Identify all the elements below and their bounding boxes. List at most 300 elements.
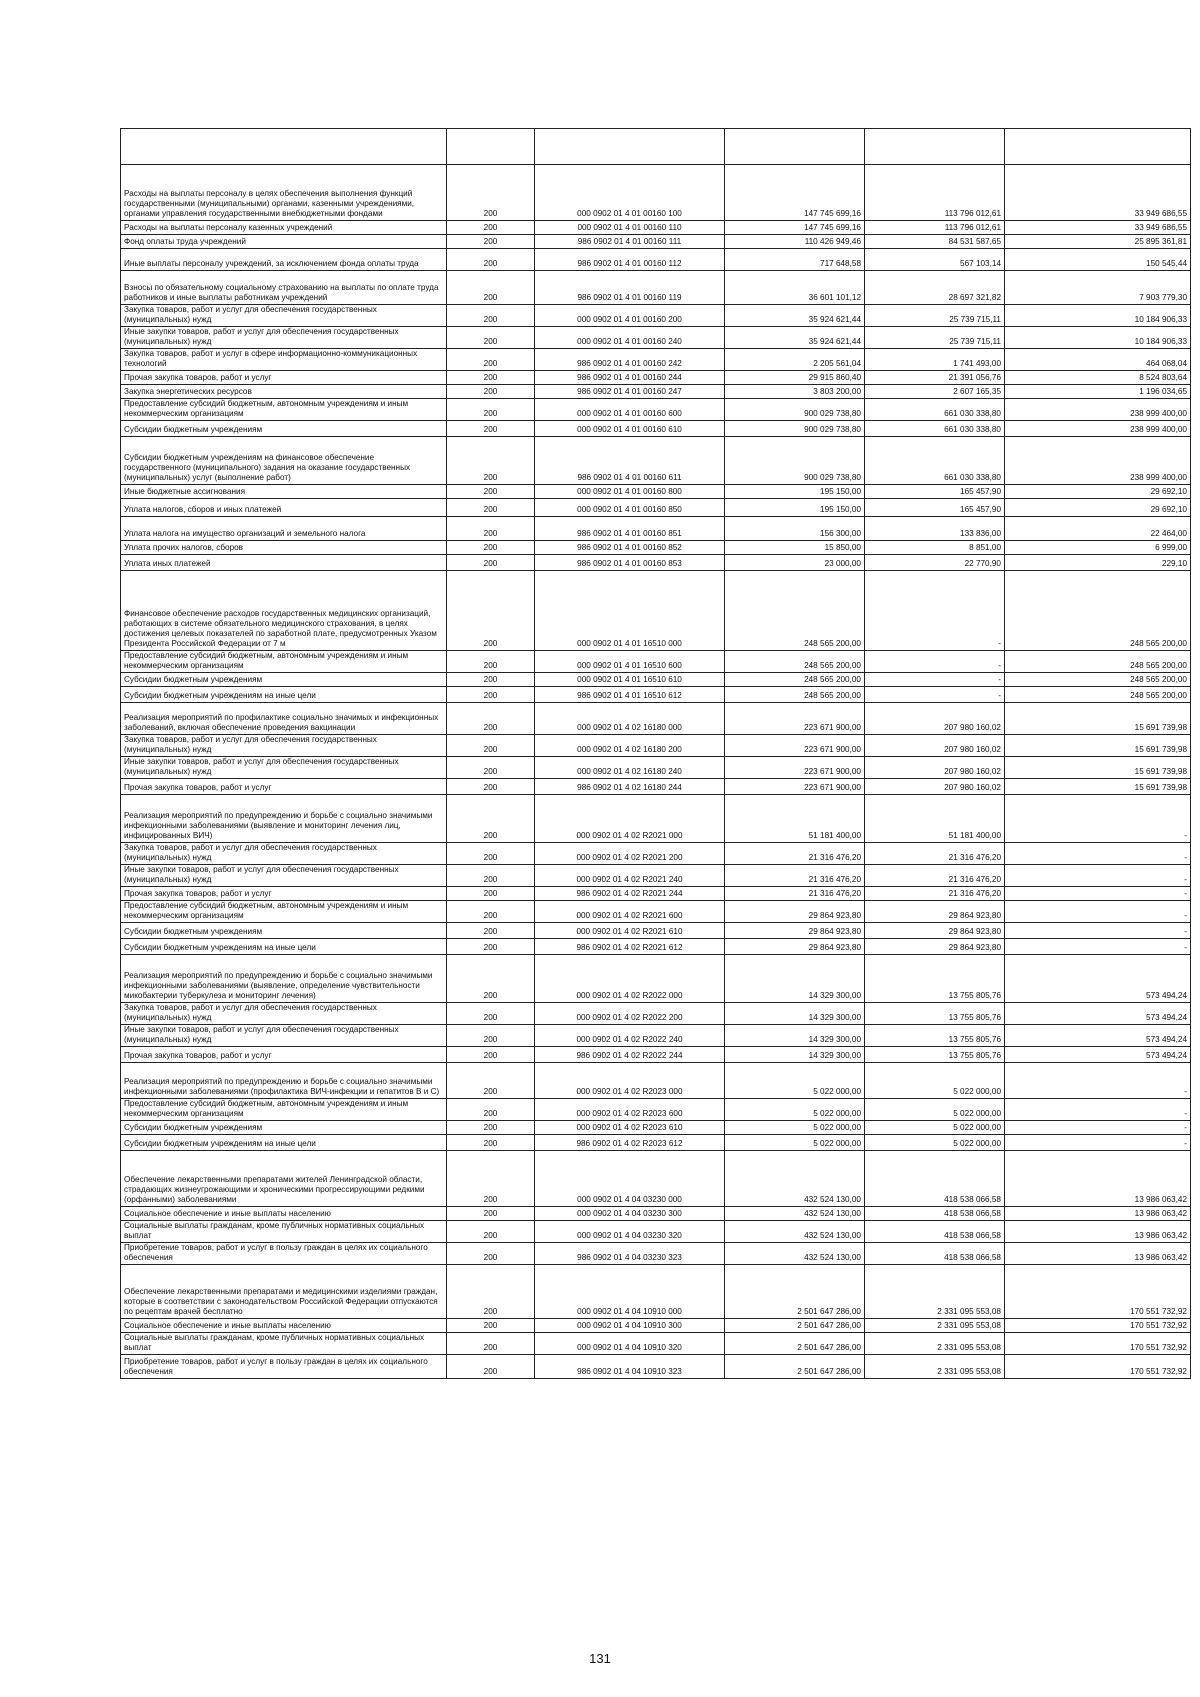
row-kbk: 986 0902 01 4 01 00160 853 — [535, 555, 725, 571]
row-approved: 195 150,00 — [725, 485, 865, 499]
row-executed: 2 331 095 553,08 — [865, 1355, 1005, 1379]
row-executed: 5 022 000,00 — [865, 1063, 1005, 1099]
row-approved: 14 329 300,00 — [725, 1047, 865, 1063]
row-approved: 717 648,58 — [725, 249, 865, 271]
row-approved: 432 524 130,00 — [725, 1151, 865, 1207]
row-approved: 900 029 738,80 — [725, 437, 865, 485]
row-kbk: 986 0902 01 4 02 R2021 612 — [535, 939, 725, 955]
row-unexecuted: 573 494,24 — [1005, 1047, 1191, 1063]
row-approved: 29 864 923,80 — [725, 939, 865, 955]
row-code: 200 — [447, 955, 535, 1003]
row-name: Закупка товаров, работ и услуг для обеспечения государственных (муниципальных) нужд — [121, 305, 447, 327]
row-approved: 36 601 101,12 — [725, 271, 865, 305]
row-unexecuted: - — [1005, 795, 1191, 843]
row-kbk: 986 0902 01 4 04 10910 323 — [535, 1355, 725, 1379]
row-name: Взносы по обязательному социальному страхованию на выплаты по оплате труда работников и иные выплаты работникам учреждений — [121, 271, 447, 305]
row-approved: 223 671 900,00 — [725, 703, 865, 735]
row-name: Предоставление субсидий бюджетным, автономным учреждениям и иным некоммерческим организациям — [121, 651, 447, 673]
row-kbk: 000 0902 01 4 01 00160 200 — [535, 305, 725, 327]
table-row — [121, 1265, 1191, 1319]
row-approved: 223 671 900,00 — [725, 779, 865, 795]
table-row — [121, 757, 1191, 779]
budget-execution-table — [120, 128, 1191, 1379]
row-approved: 35 924 621,44 — [725, 305, 865, 327]
row-executed: 661 030 338,80 — [865, 399, 1005, 421]
row-kbk: 000 0902 01 4 04 10910 320 — [535, 1333, 725, 1355]
row-kbk: 000 0902 01 4 01 00160 600 — [535, 399, 725, 421]
row-unexecuted: 13 986 063,42 — [1005, 1243, 1191, 1265]
row-name: Фонд оплаты труда учреждений — [121, 235, 447, 249]
spacer-cell — [1005, 129, 1191, 165]
row-code: 200 — [447, 249, 535, 271]
row-name: Закупка товаров, работ и услуг для обеспечения государственных (муниципальных) нужд — [121, 1003, 447, 1025]
row-kbk: 000 0902 01 4 02 16180 000 — [535, 703, 725, 735]
table-row — [121, 1151, 1191, 1207]
row-kbk: 986 0902 01 4 04 03230 323 — [535, 1243, 725, 1265]
row-code: 200 — [447, 1265, 535, 1319]
row-unexecuted: - — [1005, 843, 1191, 865]
row-code: 200 — [447, 235, 535, 249]
row-code: 200 — [447, 485, 535, 499]
row-code: 200 — [447, 571, 535, 651]
row-unexecuted: 13 986 063,42 — [1005, 1151, 1191, 1207]
row-name: Финансовое обеспечение расходов государственных медицинских организаций, работающих в системе обязательного медицинского страхования, в целях достижения целевых показателей по заработной плате, предусмотренных Указом Президента Российской Федерации от 7 м — [121, 571, 447, 651]
row-code: 200 — [447, 165, 535, 221]
table-row — [121, 421, 1191, 437]
row-approved: 23 000,00 — [725, 555, 865, 571]
table-row — [121, 571, 1191, 651]
row-unexecuted: 170 551 732,92 — [1005, 1333, 1191, 1355]
row-kbk: 000 0902 01 4 01 00160 850 — [535, 499, 725, 517]
row-kbk: 000 0902 01 4 02 R2022 000 — [535, 955, 725, 1003]
row-approved: 21 316 476,20 — [725, 843, 865, 865]
row-kbk: 986 0902 01 4 01 00160 242 — [535, 349, 725, 371]
row-code: 200 — [447, 1025, 535, 1047]
row-name: Реализация мероприятий по предупреждению и борьбе с социально значимыми инфекционными заболеваниями (профилактика ВИЧ-инфекции и гепатитов В и С) — [121, 1063, 447, 1099]
table-row — [121, 221, 1191, 235]
table-row — [121, 1333, 1191, 1355]
table-row — [121, 235, 1191, 249]
row-approved: 248 565 200,00 — [725, 687, 865, 703]
table-row — [121, 165, 1191, 221]
row-kbk: 000 0902 01 4 02 R2023 610 — [535, 1121, 725, 1135]
row-code: 200 — [447, 349, 535, 371]
spacer-cell — [865, 129, 1005, 165]
table-row — [121, 385, 1191, 399]
row-name: Субсидии бюджетным учреждениям на финансовое обеспечение государственного (муниципального) задания на оказание государственных (муниципальных) услуг (выполнение работ) — [121, 437, 447, 485]
table-row — [121, 541, 1191, 555]
row-unexecuted: 25 895 361,81 — [1005, 235, 1191, 249]
row-kbk: 986 0902 01 4 01 00160 852 — [535, 541, 725, 555]
table-row — [121, 555, 1191, 571]
row-approved: 5 022 000,00 — [725, 1121, 865, 1135]
row-approved: 5 022 000,00 — [725, 1099, 865, 1121]
spacer-cell — [725, 129, 865, 165]
row-unexecuted: - — [1005, 901, 1191, 923]
row-executed: 13 755 805,76 — [865, 1047, 1005, 1063]
row-code: 200 — [447, 385, 535, 399]
row-approved: 110 426 949,46 — [725, 235, 865, 249]
row-name: Приобретение товаров, работ и услуг в пользу граждан в целях их социального обеспечения — [121, 1355, 447, 1379]
row-code: 200 — [447, 1207, 535, 1221]
row-code: 200 — [447, 1243, 535, 1265]
table-row — [121, 687, 1191, 703]
row-name: Прочая закупка товаров, работ и услуг — [121, 887, 447, 901]
row-executed: 418 538 066,58 — [865, 1243, 1005, 1265]
table-row — [121, 349, 1191, 371]
row-code: 200 — [447, 703, 535, 735]
row-unexecuted: 229,10 — [1005, 555, 1191, 571]
row-executed: 8 851,00 — [865, 541, 1005, 555]
spacer-cell — [121, 129, 447, 165]
row-unexecuted: 1 196 034,65 — [1005, 385, 1191, 399]
row-name: Прочая закупка товаров, работ и услуг — [121, 779, 447, 795]
table-row — [121, 1207, 1191, 1221]
table-row — [121, 1319, 1191, 1333]
row-executed: 51 181 400,00 — [865, 795, 1005, 843]
table-body — [121, 129, 1191, 1379]
row-name: Иные закупки товаров, работ и услуг для обеспечения государственных (муниципальных) нужд — [121, 757, 447, 779]
row-name: Прочая закупка товаров, работ и услуг — [121, 371, 447, 385]
row-kbk: 000 0902 01 4 02 R2021 200 — [535, 843, 725, 865]
table-row — [121, 703, 1191, 735]
table-row — [121, 1135, 1191, 1151]
row-executed: 207 980 160,02 — [865, 757, 1005, 779]
row-approved: 2 501 647 286,00 — [725, 1355, 865, 1379]
row-unexecuted: 150 545,44 — [1005, 249, 1191, 271]
row-name: Закупка товаров, работ и услуг для обеспечения государственных (муниципальных) нужд — [121, 843, 447, 865]
row-executed: 84 531 587,65 — [865, 235, 1005, 249]
row-approved: 29 915 860,40 — [725, 371, 865, 385]
row-name: Уплата иных платежей — [121, 555, 447, 571]
row-executed: - — [865, 673, 1005, 687]
row-approved: 2 501 647 286,00 — [725, 1319, 865, 1333]
row-code: 200 — [447, 541, 535, 555]
row-code: 200 — [447, 1063, 535, 1099]
row-name: Предоставление субсидий бюджетным, автономным учреждениям и иным некоммерческим организациям — [121, 1099, 447, 1121]
row-name: Приобретение товаров, работ и услуг в пользу граждан в целях их социального обеспечения — [121, 1243, 447, 1265]
row-kbk: 000 0902 01 4 01 16510 000 — [535, 571, 725, 651]
row-executed: 133 836,00 — [865, 517, 1005, 541]
table-row — [121, 673, 1191, 687]
row-name: Субсидии бюджетным учреждениям — [121, 673, 447, 687]
table-top-spacer — [121, 129, 1191, 165]
row-code: 200 — [447, 901, 535, 923]
row-kbk: 986 0902 01 4 02 R2023 612 — [535, 1135, 725, 1151]
row-name: Обеспечение лекарственными препаратами и медицинскими изделиями граждан, которые в соответствии с законодательством Российской Федерации отпускаются по рецептам врачей бесплатно — [121, 1265, 447, 1319]
row-executed: 13 755 805,76 — [865, 955, 1005, 1003]
row-code: 200 — [447, 327, 535, 349]
row-unexecuted: 33 949 686,55 — [1005, 165, 1191, 221]
table-row — [121, 1121, 1191, 1135]
row-executed: 2 331 095 553,08 — [865, 1333, 1005, 1355]
row-executed: 5 022 000,00 — [865, 1099, 1005, 1121]
table-row — [121, 865, 1191, 887]
row-approved: 35 924 621,44 — [725, 327, 865, 349]
row-unexecuted: 238 999 400,00 — [1005, 421, 1191, 437]
row-kbk: 000 0902 01 4 02 16180 240 — [535, 757, 725, 779]
row-executed: 2 607 165,35 — [865, 385, 1005, 399]
row-executed: 21 316 476,20 — [865, 887, 1005, 901]
document-page — [120, 128, 1190, 1379]
row-kbk: 000 0902 01 4 02 R2023 000 — [535, 1063, 725, 1099]
row-executed: 13 755 805,76 — [865, 1003, 1005, 1025]
row-name: Иные бюджетные ассигнования — [121, 485, 447, 499]
table-row — [121, 249, 1191, 271]
row-executed: 5 022 000,00 — [865, 1121, 1005, 1135]
row-approved: 2 501 647 286,00 — [725, 1333, 865, 1355]
row-name: Иные закупки товаров, работ и услуг для обеспечения государственных (муниципальных) нужд — [121, 1025, 447, 1047]
table-row — [121, 327, 1191, 349]
row-code: 200 — [447, 305, 535, 327]
row-kbk: 000 0902 01 4 01 00160 240 — [535, 327, 725, 349]
table-row — [121, 887, 1191, 901]
row-kbk: 986 0902 01 4 01 00160 247 — [535, 385, 725, 399]
row-executed: 567 103,14 — [865, 249, 1005, 271]
row-approved: 223 671 900,00 — [725, 735, 865, 757]
row-name: Закупка энергетических ресурсов — [121, 385, 447, 399]
row-name: Предоставление субсидий бюджетным, автономным учреждениям и иным некоммерческим организациям — [121, 399, 447, 421]
row-unexecuted: 238 999 400,00 — [1005, 437, 1191, 485]
row-executed: 5 022 000,00 — [865, 1135, 1005, 1151]
row-code: 200 — [447, 271, 535, 305]
row-approved: 29 864 923,80 — [725, 901, 865, 923]
row-executed: 29 864 923,80 — [865, 939, 1005, 955]
row-executed: - — [865, 687, 1005, 703]
row-name: Расходы на выплаты персоналу в целях обеспечения выполнения функций государственными (муниципальными) органами, казенными учреждениями, органами управления государственными внебюджетными фондами — [121, 165, 447, 221]
row-executed: 21 316 476,20 — [865, 865, 1005, 887]
table-row — [121, 1099, 1191, 1121]
spacer-cell — [535, 129, 725, 165]
row-kbk: 000 0902 01 4 01 00160 610 — [535, 421, 725, 437]
row-unexecuted: 15 691 739,98 — [1005, 757, 1191, 779]
row-approved: 248 565 200,00 — [725, 651, 865, 673]
row-code: 200 — [447, 865, 535, 887]
row-approved: 5 022 000,00 — [725, 1063, 865, 1099]
row-code: 200 — [447, 687, 535, 703]
row-name: Иные закупки товаров, работ и услуг для обеспечения государственных (муниципальных) нужд — [121, 865, 447, 887]
row-kbk: 986 0902 01 4 01 00160 611 — [535, 437, 725, 485]
row-unexecuted: 170 551 732,92 — [1005, 1265, 1191, 1319]
row-unexecuted: 15 691 739,98 — [1005, 779, 1191, 795]
row-approved: 195 150,00 — [725, 499, 865, 517]
table-row — [121, 843, 1191, 865]
row-unexecuted: 573 494,24 — [1005, 955, 1191, 1003]
table-row — [121, 399, 1191, 421]
row-name: Социальные выплаты гражданам, кроме публичных нормативных социальных выплат — [121, 1333, 447, 1355]
table-row — [121, 371, 1191, 385]
table-row — [121, 779, 1191, 795]
row-executed: 21 391 056,76 — [865, 371, 1005, 385]
row-code: 200 — [447, 555, 535, 571]
row-kbk: 000 0902 01 4 02 R2023 600 — [535, 1099, 725, 1121]
row-unexecuted: 13 986 063,42 — [1005, 1207, 1191, 1221]
row-unexecuted: 33 949 686,55 — [1005, 221, 1191, 235]
row-approved: 21 316 476,20 — [725, 887, 865, 901]
row-executed: 25 739 715,11 — [865, 305, 1005, 327]
row-executed: 661 030 338,80 — [865, 437, 1005, 485]
row-name: Уплата налога на имущество организаций и земельного налога — [121, 517, 447, 541]
table-row — [121, 795, 1191, 843]
row-kbk: 000 0902 01 4 02 R2021 240 — [535, 865, 725, 887]
row-kbk: 000 0902 01 4 02 16180 200 — [535, 735, 725, 757]
table-row — [121, 1243, 1191, 1265]
table-row — [121, 651, 1191, 673]
row-name: Уплата прочих налогов, сборов — [121, 541, 447, 555]
row-unexecuted: 15 691 739,98 — [1005, 735, 1191, 757]
row-executed: 25 739 715,11 — [865, 327, 1005, 349]
row-kbk: 000 0902 01 4 04 10910 300 — [535, 1319, 725, 1333]
table-row — [121, 485, 1191, 499]
row-code: 200 — [447, 1099, 535, 1121]
row-unexecuted: 15 691 739,98 — [1005, 703, 1191, 735]
row-unexecuted: 22 464,00 — [1005, 517, 1191, 541]
table-row — [121, 901, 1191, 923]
row-unexecuted: - — [1005, 1135, 1191, 1151]
row-name: Субсидии бюджетным учреждениям на иные цели — [121, 939, 447, 955]
row-code: 200 — [447, 939, 535, 955]
row-name: Закупка товаров, работ и услуг для обеспечения государственных (муниципальных) нужд — [121, 735, 447, 757]
row-code: 200 — [447, 795, 535, 843]
row-name: Социальное обеспечение и иные выплаты населению — [121, 1207, 447, 1221]
row-name: Реализация мероприятий по профилактике социально значимых и инфекционных заболеваний, включая обеспечение проведения вакцинации — [121, 703, 447, 735]
row-code: 200 — [447, 757, 535, 779]
row-code: 200 — [447, 421, 535, 437]
row-code: 200 — [447, 923, 535, 939]
row-unexecuted: 573 494,24 — [1005, 1003, 1191, 1025]
row-kbk: 000 0902 01 4 04 03230 320 — [535, 1221, 725, 1243]
table-row — [121, 923, 1191, 939]
row-executed: 113 796 012,61 — [865, 165, 1005, 221]
row-approved: 432 524 130,00 — [725, 1221, 865, 1243]
row-code: 200 — [447, 1221, 535, 1243]
row-approved: 29 864 923,80 — [725, 923, 865, 939]
row-code: 200 — [447, 673, 535, 687]
row-name: Субсидии бюджетным учреждениям на иные цели — [121, 687, 447, 703]
row-executed: 207 980 160,02 — [865, 779, 1005, 795]
row-approved: 156 300,00 — [725, 517, 865, 541]
row-code: 200 — [447, 843, 535, 865]
row-unexecuted: 13 986 063,42 — [1005, 1221, 1191, 1243]
row-name: Социальное обеспечение и иные выплаты населению — [121, 1319, 447, 1333]
row-executed: - — [865, 651, 1005, 673]
table-row — [121, 735, 1191, 757]
row-unexecuted: 10 184 906,33 — [1005, 327, 1191, 349]
row-approved: 2 205 561,04 — [725, 349, 865, 371]
row-approved: 223 671 900,00 — [725, 757, 865, 779]
row-executed: 29 864 923,80 — [865, 901, 1005, 923]
row-unexecuted: 248 565 200,00 — [1005, 651, 1191, 673]
table-row — [121, 271, 1191, 305]
row-name: Иные выплаты персоналу учреждений, за исключением фонда оплаты труда — [121, 249, 447, 271]
row-unexecuted: 248 565 200,00 — [1005, 673, 1191, 687]
row-name: Иные закупки товаров, работ и услуг для обеспечения государственных (муниципальных) нужд — [121, 327, 447, 349]
row-approved: 147 745 699,16 — [725, 165, 865, 221]
row-code: 200 — [447, 221, 535, 235]
row-kbk: 000 0902 01 4 04 10910 000 — [535, 1265, 725, 1319]
row-kbk: 986 0902 01 4 01 00160 112 — [535, 249, 725, 271]
row-kbk: 000 0902 01 4 04 03230 000 — [535, 1151, 725, 1207]
row-name: Уплата налогов, сборов и иных платежей — [121, 499, 447, 517]
row-unexecuted: 248 565 200,00 — [1005, 687, 1191, 703]
table-row — [121, 1003, 1191, 1025]
row-code: 200 — [447, 1319, 535, 1333]
row-executed: 29 864 923,80 — [865, 923, 1005, 939]
table-row — [121, 1221, 1191, 1243]
row-code: 200 — [447, 1333, 535, 1355]
row-code: 200 — [447, 371, 535, 385]
row-unexecuted: - — [1005, 865, 1191, 887]
page-number: 131 — [589, 1651, 611, 1666]
row-name: Реализация мероприятий по предупреждению и борьбе с социально значимыми инфекционными заболеваниями (выявление и мониторинг лечения лиц, инфицированных ВИЧ) — [121, 795, 447, 843]
row-executed: 207 980 160,02 — [865, 735, 1005, 757]
row-executed: 418 538 066,58 — [865, 1221, 1005, 1243]
row-code: 200 — [447, 1047, 535, 1063]
row-unexecuted: 238 999 400,00 — [1005, 399, 1191, 421]
row-unexecuted: - — [1005, 1099, 1191, 1121]
row-code: 200 — [447, 399, 535, 421]
row-approved: 14 329 300,00 — [725, 1025, 865, 1047]
row-name: Закупка товаров, работ и услуг в сфере информационно-коммуникационных технологий — [121, 349, 447, 371]
row-code: 200 — [447, 1003, 535, 1025]
table-row — [121, 1047, 1191, 1063]
row-code: 200 — [447, 651, 535, 673]
row-executed: 2 331 095 553,08 — [865, 1265, 1005, 1319]
table-row — [121, 517, 1191, 541]
row-name: Субсидии бюджетным учреждениям — [121, 421, 447, 437]
row-kbk: 000 0902 01 4 01 00160 100 — [535, 165, 725, 221]
row-name: Социальные выплаты гражданам, кроме публичных нормативных социальных выплат — [121, 1221, 447, 1243]
row-name: Расходы на выплаты персоналу казенных учреждений — [121, 221, 447, 235]
row-unexecuted: 464 068,04 — [1005, 349, 1191, 371]
row-kbk: 000 0902 01 4 02 R2021 000 — [535, 795, 725, 843]
table-row — [121, 437, 1191, 485]
row-kbk: 000 0902 01 4 02 R2022 200 — [535, 1003, 725, 1025]
row-unexecuted: 29 692,10 — [1005, 485, 1191, 499]
row-name: Прочая закупка товаров, работ и услуг — [121, 1047, 447, 1063]
row-approved: 900 029 738,80 — [725, 399, 865, 421]
row-kbk: 986 0902 01 4 01 00160 111 — [535, 235, 725, 249]
row-unexecuted: 7 903 779,30 — [1005, 271, 1191, 305]
row-kbk: 986 0902 01 4 01 00160 244 — [535, 371, 725, 385]
row-executed: 2 331 095 553,08 — [865, 1319, 1005, 1333]
row-unexecuted: 10 184 906,33 — [1005, 305, 1191, 327]
row-code: 200 — [447, 779, 535, 795]
row-approved: 3 803 200,00 — [725, 385, 865, 399]
row-unexecuted: 29 692,10 — [1005, 499, 1191, 517]
row-code: 200 — [447, 1121, 535, 1135]
row-kbk: 986 0902 01 4 02 R2022 244 — [535, 1047, 725, 1063]
row-code: 200 — [447, 499, 535, 517]
row-executed: 22 770,90 — [865, 555, 1005, 571]
row-kbk: 000 0902 01 4 01 00160 110 — [535, 221, 725, 235]
row-kbk: 000 0902 01 4 02 R2021 610 — [535, 923, 725, 939]
row-kbk: 986 0902 01 4 01 16510 612 — [535, 687, 725, 703]
row-name: Обеспечение лекарственными препаратами жителей Ленинградской области, страдающих жизнеугрожающими и хроническими прогрессирующими редкими (орфанными) заболеваниями — [121, 1151, 447, 1207]
table-row — [121, 1025, 1191, 1047]
row-executed: 165 457,90 — [865, 485, 1005, 499]
row-approved: 147 745 699,16 — [725, 221, 865, 235]
row-kbk: 986 0902 01 4 02 16180 244 — [535, 779, 725, 795]
row-executed: 13 755 805,76 — [865, 1025, 1005, 1047]
row-unexecuted: 170 551 732,92 — [1005, 1355, 1191, 1379]
row-code: 200 — [447, 517, 535, 541]
row-unexecuted: - — [1005, 887, 1191, 901]
table-row — [121, 499, 1191, 517]
row-executed: 661 030 338,80 — [865, 421, 1005, 437]
row-unexecuted: 170 551 732,92 — [1005, 1319, 1191, 1333]
spacer-cell — [447, 129, 535, 165]
